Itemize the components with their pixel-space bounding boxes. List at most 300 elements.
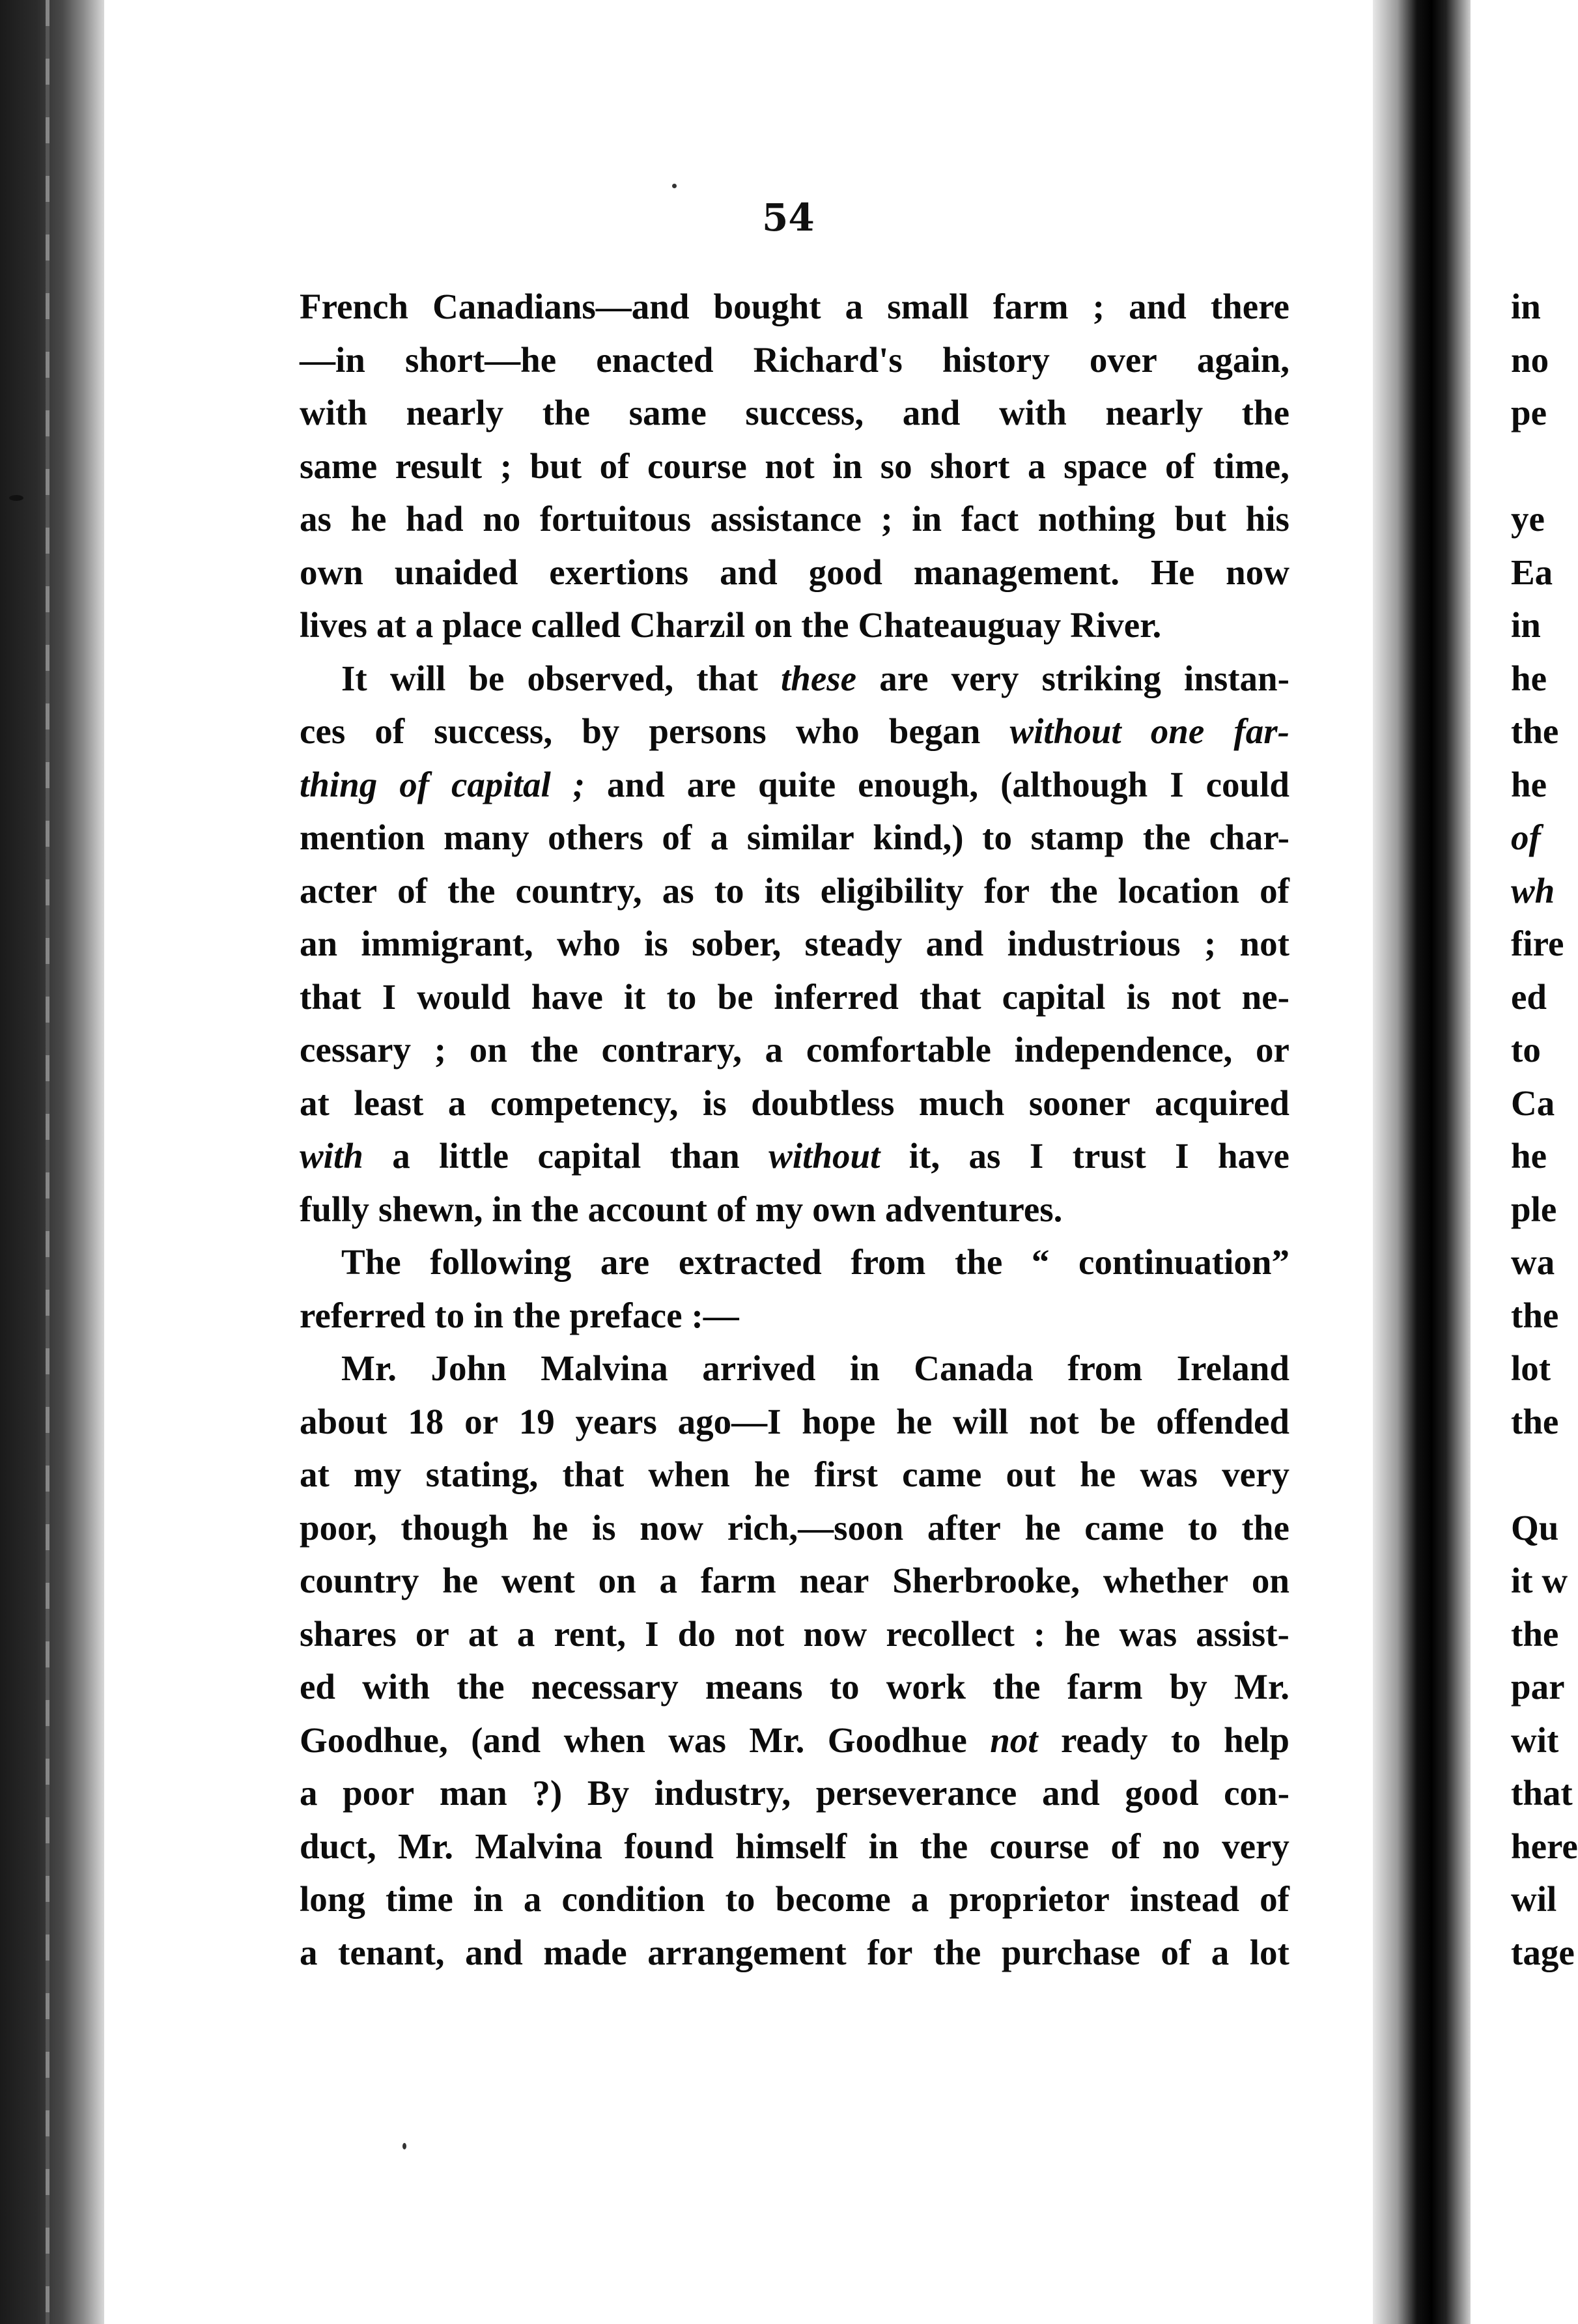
word: first xyxy=(814,1454,878,1494)
word: from xyxy=(1067,1348,1143,1388)
word: independence, xyxy=(1014,1030,1233,1070)
word: in xyxy=(473,1295,504,1335)
text-line xyxy=(300,1766,1289,1820)
word: it, xyxy=(909,1136,940,1176)
word: bought xyxy=(713,287,821,326)
word: Mr. xyxy=(749,1720,805,1760)
word: a xyxy=(300,1932,318,1972)
word: and xyxy=(1129,287,1187,326)
text-line xyxy=(300,1873,1289,1926)
word: he xyxy=(1080,1454,1116,1494)
word: in xyxy=(492,1189,522,1229)
word: necessary xyxy=(531,1667,679,1707)
word: as xyxy=(968,1136,1001,1176)
adjacent-fragment xyxy=(1511,1448,1578,1501)
text-line xyxy=(300,280,1289,333)
word: char- xyxy=(1209,817,1289,857)
word: ; xyxy=(881,499,893,539)
word: that xyxy=(696,658,758,698)
word: ?) xyxy=(532,1773,563,1813)
adjacent-fragment: Qu xyxy=(1511,1507,1559,1548)
adjacent-fragment: Ca xyxy=(1511,1083,1555,1123)
text-line xyxy=(300,1448,1289,1501)
word: now xyxy=(640,1507,704,1548)
text-line xyxy=(300,1714,1289,1767)
word: result xyxy=(395,446,483,486)
word: sober, xyxy=(692,924,782,963)
text-line xyxy=(300,1183,1289,1236)
word: with xyxy=(362,1667,430,1707)
word: would xyxy=(417,976,511,1017)
adjacent-fragment: the xyxy=(1511,1401,1559,1441)
body-text xyxy=(300,280,1289,1979)
word: condition xyxy=(561,1879,705,1919)
word: a xyxy=(392,1136,410,1176)
text-line xyxy=(300,333,1289,387)
adjacent-fragment: no xyxy=(1511,339,1549,380)
word: (although xyxy=(1000,764,1148,804)
word: when xyxy=(648,1454,730,1494)
word: same xyxy=(300,446,378,486)
word: is xyxy=(703,1083,727,1123)
word: ready xyxy=(1060,1720,1148,1760)
word: of xyxy=(1110,1826,1141,1866)
word: (and xyxy=(471,1720,541,1760)
word: the xyxy=(920,1826,968,1866)
text-line xyxy=(300,546,1289,599)
word: to xyxy=(666,976,697,1017)
word: ; xyxy=(500,446,513,486)
word: from xyxy=(851,1242,926,1282)
word: as xyxy=(300,499,331,539)
word: came xyxy=(1084,1507,1164,1548)
word: “ xyxy=(1031,1242,1050,1282)
text-line xyxy=(300,440,1289,493)
word: out xyxy=(1006,1454,1056,1494)
word: Chateauguay xyxy=(858,605,1062,645)
word: not xyxy=(1029,1401,1079,1441)
word: I xyxy=(382,976,397,1017)
text-line xyxy=(300,1077,1289,1130)
word: own xyxy=(812,1189,876,1229)
word: and xyxy=(1042,1773,1100,1813)
word: began xyxy=(888,711,981,751)
word: had xyxy=(405,499,464,539)
word: so xyxy=(880,446,912,486)
scan-speck xyxy=(672,184,677,188)
word: to xyxy=(1170,1720,1201,1760)
word: a xyxy=(765,1030,783,1070)
word: contrary, xyxy=(601,1030,742,1070)
word: than xyxy=(669,1136,740,1176)
word: the xyxy=(993,1667,1041,1707)
word: my xyxy=(755,1189,804,1229)
word: very xyxy=(951,658,1019,698)
adjacent-fragment: fire xyxy=(1511,924,1564,963)
text-line xyxy=(300,1289,1289,1342)
adjacent-fragment: ye xyxy=(1511,499,1545,539)
text-line xyxy=(300,599,1289,652)
word: cessary xyxy=(300,1030,412,1070)
word: himself xyxy=(735,1826,847,1866)
word: when xyxy=(563,1720,645,1760)
word: short—he xyxy=(404,339,557,380)
word: a xyxy=(300,1773,318,1813)
word: offended xyxy=(1156,1401,1289,1441)
word: success, xyxy=(434,711,553,751)
adjacent-fragment: tage xyxy=(1511,1932,1575,1972)
word: Goodhue xyxy=(827,1720,967,1760)
word: could xyxy=(1205,764,1289,804)
word: to xyxy=(982,817,1012,857)
word: no xyxy=(483,499,521,539)
word: I xyxy=(1175,1136,1189,1176)
adjacent-fragment: of xyxy=(1511,817,1541,857)
text-line xyxy=(300,1820,1289,1873)
word: much xyxy=(918,1083,1005,1123)
word: without xyxy=(1009,711,1121,751)
text-line xyxy=(300,758,1289,812)
word: place xyxy=(442,605,522,645)
word: near xyxy=(799,1561,869,1600)
word: and xyxy=(720,552,778,592)
word: kind,) xyxy=(873,817,964,857)
word: to xyxy=(1188,1507,1218,1548)
word: management. xyxy=(913,552,1120,592)
word: success, xyxy=(745,393,864,432)
word: farm xyxy=(700,1561,776,1600)
word: I xyxy=(1029,1136,1044,1176)
adjacent-fragment: here xyxy=(1511,1826,1578,1866)
word: means xyxy=(705,1667,803,1707)
word: now xyxy=(803,1613,867,1654)
word: the xyxy=(954,1242,1003,1282)
word: a xyxy=(710,817,729,857)
word: and xyxy=(465,1932,523,1972)
word: eligibility xyxy=(820,870,964,911)
word: came xyxy=(902,1454,982,1494)
adjacent-fragment: he xyxy=(1511,1136,1547,1176)
text-line xyxy=(300,1926,1289,1979)
word: lives xyxy=(300,605,367,645)
word: nothing xyxy=(1037,499,1156,539)
word: Malvina xyxy=(475,1826,602,1866)
word: of xyxy=(374,711,405,751)
text-line xyxy=(300,1554,1289,1608)
word: are xyxy=(600,1242,650,1282)
word: Mr. xyxy=(1233,1667,1289,1707)
adjacent-fragment: that xyxy=(1511,1773,1573,1813)
word: quite xyxy=(758,764,836,804)
adjacent-fragment: it w xyxy=(1511,1561,1568,1600)
word: the xyxy=(1050,870,1098,911)
text-line xyxy=(300,705,1289,758)
word: capital xyxy=(1002,976,1106,1017)
word: to xyxy=(714,870,744,911)
word: will xyxy=(952,1401,1009,1441)
word: be xyxy=(468,658,505,698)
word: ; xyxy=(434,1030,447,1070)
word: man xyxy=(439,1773,507,1813)
word: course xyxy=(989,1826,1090,1866)
page-number: 54 xyxy=(762,195,815,240)
word: at xyxy=(300,1083,330,1123)
word: become xyxy=(775,1879,891,1919)
word: 19 xyxy=(518,1401,555,1441)
word: was xyxy=(1119,1613,1177,1654)
word: are xyxy=(686,764,737,804)
word: duct, xyxy=(300,1826,376,1866)
word: Canadians—and xyxy=(432,287,690,326)
word: was xyxy=(1140,1454,1198,1494)
word: farm xyxy=(993,287,1069,326)
word: ago—I xyxy=(677,1401,782,1441)
text-line xyxy=(300,1395,1289,1449)
word: similar xyxy=(746,817,854,857)
word: fact xyxy=(961,499,1019,539)
word: inferred xyxy=(774,976,899,1017)
word: ne- xyxy=(1241,976,1289,1017)
word: a xyxy=(910,1879,929,1919)
word: purchase xyxy=(1001,1932,1140,1972)
word: of xyxy=(1164,446,1195,486)
word: rich,—soon xyxy=(727,1507,904,1548)
word: :— xyxy=(691,1295,739,1335)
word: French xyxy=(300,287,409,326)
word: : xyxy=(1033,1613,1046,1654)
text-line xyxy=(300,971,1289,1024)
word: of xyxy=(1260,1879,1289,1919)
adjacent-fragment: wil xyxy=(1511,1879,1557,1919)
word: trust xyxy=(1072,1136,1146,1176)
word: a xyxy=(659,1561,677,1600)
word: work xyxy=(886,1667,966,1707)
word: is xyxy=(591,1507,616,1548)
text-line xyxy=(300,652,1289,705)
word: little xyxy=(439,1136,509,1176)
word: recollect xyxy=(886,1613,1015,1654)
word: —in xyxy=(300,339,365,380)
word: comfortable xyxy=(806,1030,991,1070)
text-line xyxy=(300,811,1289,864)
adjacent-fragment: the xyxy=(1511,711,1559,751)
page-gutter xyxy=(1373,0,1471,2324)
word: Mr. xyxy=(341,1348,397,1388)
text-line xyxy=(300,386,1289,440)
word: the xyxy=(513,1295,561,1335)
word: a xyxy=(845,287,864,326)
word: now xyxy=(1226,552,1289,592)
word: course xyxy=(647,446,747,486)
word: be xyxy=(717,976,754,1017)
word: proprietor xyxy=(949,1879,1110,1919)
adjacent-fragment: he xyxy=(1511,658,1547,698)
word: striking xyxy=(1041,658,1161,698)
word: and xyxy=(925,924,984,963)
adjacent-fragment: ple xyxy=(1511,1189,1557,1229)
word: not xyxy=(990,1720,1038,1760)
word: Sherbrooke, xyxy=(892,1561,1080,1600)
word: at xyxy=(468,1613,498,1654)
word: extracted xyxy=(678,1242,822,1282)
word: country, xyxy=(515,870,642,911)
word: thing xyxy=(300,764,378,804)
word: though xyxy=(401,1507,509,1548)
word: a xyxy=(447,1083,466,1123)
word: about xyxy=(300,1401,387,1441)
word: Malvina xyxy=(541,1348,668,1388)
word: industrious xyxy=(1007,924,1181,963)
word: many xyxy=(444,817,529,857)
word: called xyxy=(531,605,621,645)
text-line xyxy=(300,1342,1289,1395)
word: on xyxy=(754,605,793,645)
word: of xyxy=(1260,870,1289,911)
word: my xyxy=(354,1454,402,1494)
word: and xyxy=(607,764,665,804)
word: By xyxy=(587,1773,630,1813)
word: by xyxy=(1169,1667,1207,1707)
word: rent, xyxy=(554,1613,626,1654)
adjacent-page-text xyxy=(1511,280,1578,1979)
word: his xyxy=(1245,499,1289,539)
word: but xyxy=(1174,499,1227,539)
adjacent-fragment: lot xyxy=(1511,1348,1551,1388)
word: he xyxy=(532,1507,569,1548)
word: Ireland xyxy=(1176,1348,1289,1388)
word: and xyxy=(902,393,961,432)
word: he xyxy=(896,1401,933,1441)
adjacent-fragment: wa xyxy=(1511,1242,1555,1282)
word: stating, xyxy=(425,1454,539,1494)
word: mention xyxy=(300,817,425,857)
word: a xyxy=(523,1879,542,1919)
word: poor xyxy=(343,1773,415,1813)
word: with xyxy=(300,1136,363,1176)
word: con- xyxy=(1224,1773,1289,1813)
word: he xyxy=(442,1561,479,1600)
word: least xyxy=(354,1083,424,1123)
word: history xyxy=(942,339,1050,380)
word: there xyxy=(1210,287,1289,326)
word: do xyxy=(677,1613,716,1654)
word: exertions xyxy=(549,552,689,592)
binding-edge xyxy=(0,0,104,2324)
word: of xyxy=(399,764,430,804)
word: the xyxy=(933,1932,981,1972)
word: one xyxy=(1150,711,1205,751)
word: following xyxy=(430,1242,572,1282)
word: sooner xyxy=(1028,1083,1131,1123)
word: not xyxy=(734,1613,785,1654)
text-line xyxy=(300,1129,1289,1183)
word: made xyxy=(543,1932,627,1972)
word: to xyxy=(829,1667,860,1707)
word: with xyxy=(300,393,367,432)
word: arrived xyxy=(702,1348,816,1388)
word: a xyxy=(415,605,434,645)
word: to xyxy=(434,1295,465,1335)
word: He xyxy=(1150,552,1195,592)
word: again, xyxy=(1196,339,1289,380)
word: who xyxy=(557,924,621,963)
text-line xyxy=(300,917,1289,971)
word: stamp xyxy=(1030,817,1125,857)
word: adventures. xyxy=(884,1189,1063,1229)
word: instan- xyxy=(1183,658,1289,698)
word: years xyxy=(575,1401,657,1441)
text-line xyxy=(300,1501,1289,1555)
word: Mr. xyxy=(397,1826,454,1866)
word: ; xyxy=(1204,924,1217,963)
word: observed, xyxy=(527,658,674,698)
word: not xyxy=(1171,976,1221,1017)
word: a xyxy=(516,1613,535,1654)
word: he xyxy=(350,499,387,539)
word: space xyxy=(1064,446,1148,486)
word: enough, xyxy=(858,764,979,804)
word: he xyxy=(1064,1613,1101,1654)
adjacent-page xyxy=(1471,0,1578,2324)
word: be xyxy=(1099,1401,1136,1441)
word: the xyxy=(531,1189,579,1229)
word: unaided xyxy=(394,552,518,592)
word: time, xyxy=(1213,446,1289,486)
word: persons xyxy=(649,711,767,751)
word: short xyxy=(930,446,1010,486)
word: hope xyxy=(802,1401,876,1441)
word: the xyxy=(457,1667,505,1707)
scan-speck xyxy=(9,495,23,501)
word: the xyxy=(447,870,496,911)
word: these xyxy=(781,658,857,698)
adjacent-fragment: in xyxy=(1511,605,1541,645)
text-line xyxy=(300,1660,1289,1714)
text-line xyxy=(300,864,1289,918)
word: continuation” xyxy=(1078,1242,1289,1282)
word: ; xyxy=(1092,287,1105,326)
word: went xyxy=(501,1561,575,1600)
word: of xyxy=(716,1189,746,1229)
word: It xyxy=(341,658,367,698)
adjacent-fragment: the xyxy=(1511,1295,1559,1335)
word: with xyxy=(998,393,1067,432)
word: ; xyxy=(572,764,585,804)
word: Charzil xyxy=(629,605,746,645)
word: tenant, xyxy=(338,1932,445,1972)
adjacent-fragment: in xyxy=(1511,287,1541,326)
word: the xyxy=(1142,817,1191,857)
word: of xyxy=(397,870,427,911)
word: by xyxy=(582,711,620,751)
word: for xyxy=(983,870,1030,911)
word: a xyxy=(1028,446,1046,486)
word: ed xyxy=(300,1667,335,1707)
word: the xyxy=(530,1030,578,1070)
word: poor, xyxy=(300,1507,377,1548)
word: on xyxy=(469,1030,507,1070)
adjacent-fragment: ed xyxy=(1511,976,1547,1017)
word: Goodhue, xyxy=(300,1720,448,1760)
word: the xyxy=(1241,1507,1289,1548)
word: industry, xyxy=(654,1773,791,1813)
word: steady xyxy=(804,924,903,963)
word: assist- xyxy=(1196,1613,1289,1654)
word: arrangement xyxy=(647,1932,847,1972)
adjacent-fragment: pe xyxy=(1511,393,1547,432)
word: an xyxy=(300,924,338,963)
adjacent-fragment: he xyxy=(1511,764,1547,804)
